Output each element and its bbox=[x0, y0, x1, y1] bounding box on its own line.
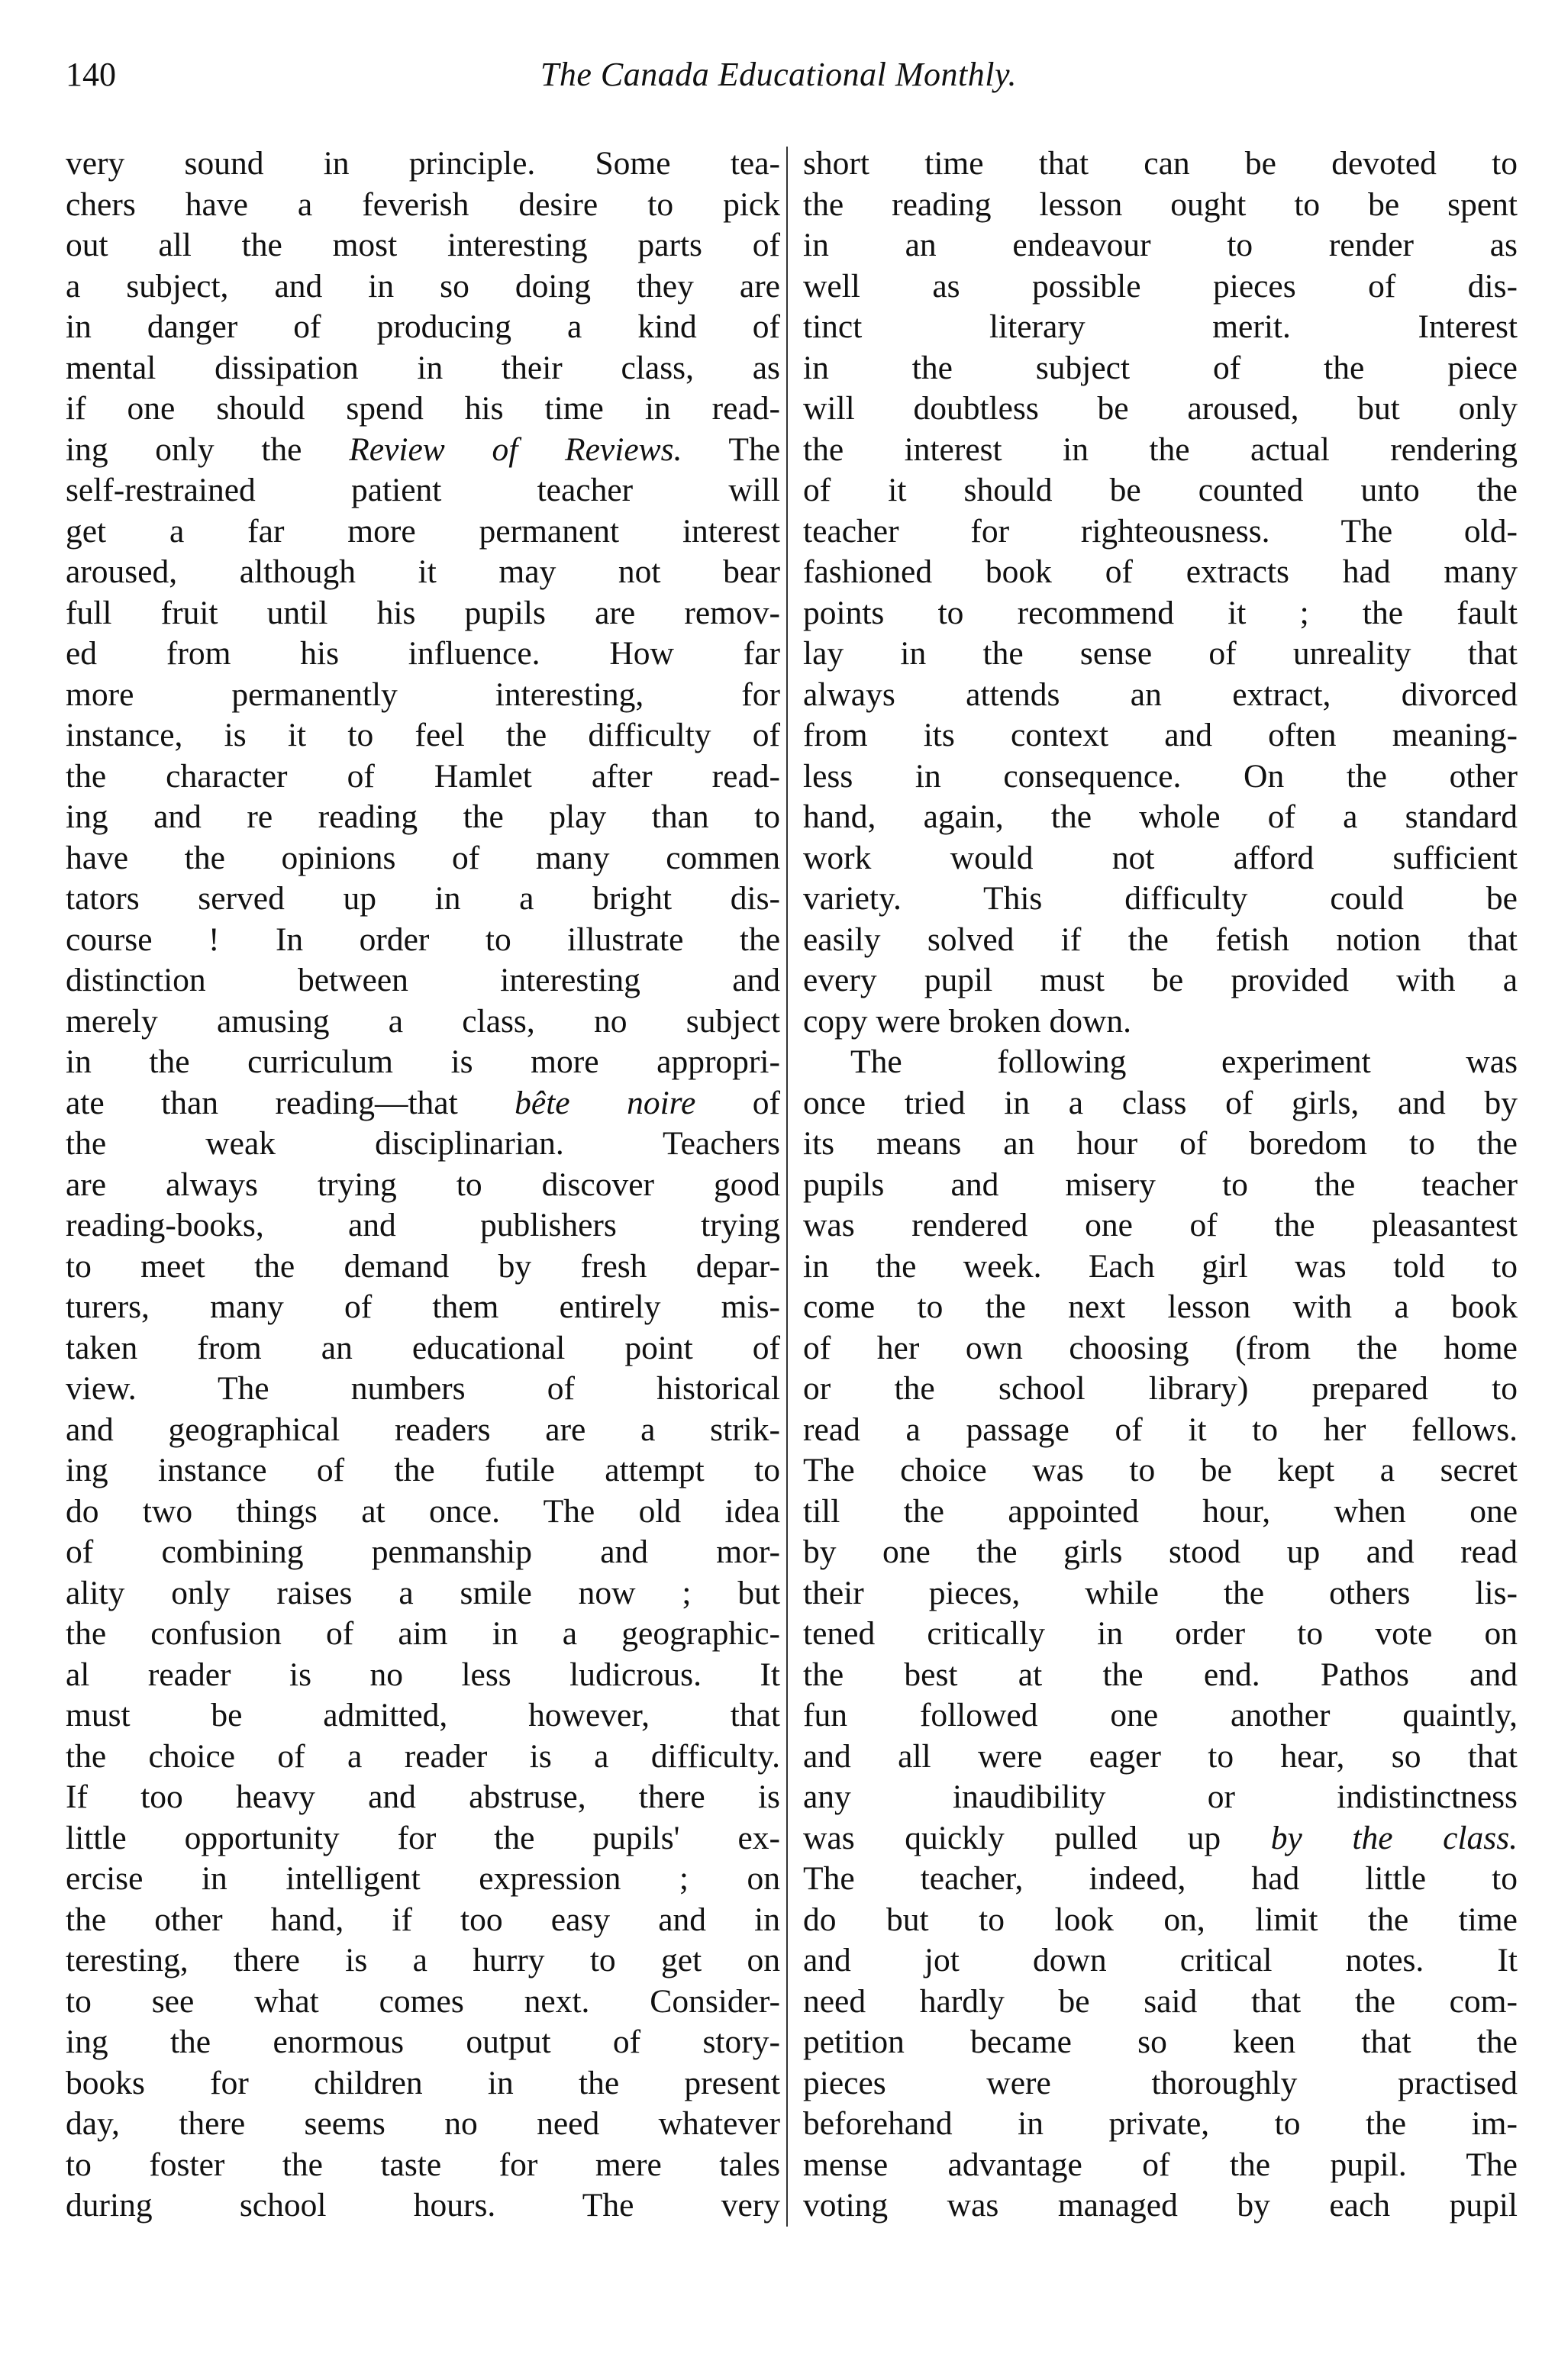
text-line: or the school library) prepared to bbox=[803, 1370, 1518, 1407]
text-line: by one the girls stood up and read bbox=[803, 1533, 1518, 1570]
text-line: have the opinions of many commen bbox=[66, 839, 780, 876]
page-header bbox=[66, 44, 1492, 105]
text-line bbox=[66, 430, 780, 471]
text-line: instance, is it to feel the difficulty of bbox=[66, 717, 780, 753]
text-line: well as possible pieces of dis- bbox=[803, 267, 1518, 305]
line-text: of bbox=[695, 1084, 780, 1121]
text-line: pupils and misery to the teacher bbox=[803, 1166, 1518, 1203]
text-line: during school hours. The very bbox=[66, 2187, 780, 2224]
text-line: teacher for righteousness. The old- bbox=[803, 512, 1518, 550]
text-line bbox=[66, 1083, 780, 1124]
text-line: The teacher, indeed, had little to bbox=[803, 1860, 1518, 1897]
text-line: are always trying to discover good bbox=[66, 1166, 780, 1203]
text-line: distinction between interesting and bbox=[66, 962, 780, 998]
text-line: any inaudibility or indistinctness bbox=[803, 1779, 1518, 1815]
text-line: tinct literary merit. Interest bbox=[803, 308, 1518, 345]
text-line: to see what comes next. Consider- bbox=[66, 1982, 780, 2020]
text-line: in the curriculum is more appropri- bbox=[66, 1043, 780, 1080]
text-line: The choice was to be kept a secret bbox=[803, 1452, 1518, 1488]
left-column bbox=[66, 144, 780, 2227]
text-line: fashioned book of extracts had many bbox=[803, 553, 1518, 590]
text-line bbox=[803, 1818, 1518, 1859]
text-line: copy were broken down. bbox=[803, 1002, 1132, 1040]
text-line: in an endeavour to render as bbox=[803, 227, 1518, 263]
text-line: the interest in the actual rendering bbox=[803, 431, 1518, 468]
text-line: points to recommend it ; the fault bbox=[803, 594, 1518, 631]
text-line: less in consequence. On the other bbox=[803, 757, 1518, 795]
line-text: ate than reading—that bbox=[66, 1084, 515, 1121]
text-line: read a passage of it to her fellows. bbox=[803, 1411, 1518, 1448]
text-line: ing the enormous output of story- bbox=[66, 2024, 780, 2060]
text-line: books for children in the present bbox=[66, 2064, 780, 2101]
text-line: do but to look on, limit the time bbox=[803, 1901, 1518, 1938]
italic-text: Review of Reviews. bbox=[349, 431, 682, 468]
text-line: tators served up in a bright dis- bbox=[66, 880, 780, 917]
italic-text: bête noire bbox=[515, 1084, 696, 1121]
text-line: its means an hour of boredom to the bbox=[803, 1125, 1518, 1162]
text-line: ed from his influence. How far bbox=[66, 635, 780, 672]
text-line: will doubtless be aroused, but only bbox=[803, 390, 1518, 427]
text-line: the reading lesson ought to be spent bbox=[803, 185, 1518, 223]
text-line: the weak disciplinarian. Teachers bbox=[66, 1125, 780, 1162]
text-line: day, there seems no need whatever bbox=[66, 2105, 780, 2142]
text-line: once tried in a class of girls, and by bbox=[803, 1084, 1518, 1121]
text-line: teresting, there is a hurry to get on bbox=[66, 1942, 780, 1978]
text-line: merely amusing a class, no subject bbox=[66, 1002, 780, 1040]
text-line: must be admitted, however, that bbox=[66, 1697, 780, 1733]
text-line: the other hand, if too easy and in bbox=[66, 1901, 780, 1938]
text-line: little opportunity for the pupils' ex- bbox=[66, 1819, 780, 1856]
text-line: their pieces, while the others lis- bbox=[803, 1574, 1518, 1611]
text-line: The following experiment was bbox=[850, 1043, 1518, 1080]
text-line: to foster the taste for mere tales bbox=[66, 2146, 780, 2183]
running-title: The Canada Educational Monthly. bbox=[540, 56, 1018, 93]
text-line: every pupil must be provided with a bbox=[803, 962, 1518, 998]
text-line: need hardly be said that the com- bbox=[803, 1982, 1518, 2020]
right-column bbox=[803, 144, 1518, 2227]
text-line: come to the next lesson with a book bbox=[803, 1288, 1518, 1325]
text-line: and jot down critical notes. It bbox=[803, 1942, 1518, 1978]
text-line: aroused, although it may not bear bbox=[66, 553, 780, 590]
text-line: tened critically in order to vote on bbox=[803, 1615, 1518, 1652]
text-line: of combining penmanship and mor- bbox=[66, 1533, 780, 1570]
text-line: reading-books, and publishers trying bbox=[66, 1207, 780, 1243]
text-line: ing instance of the futile attempt to bbox=[66, 1452, 780, 1488]
text-line: turers, many of them entirely mis- bbox=[66, 1288, 780, 1325]
text-line: get a far more permanent interest bbox=[66, 512, 780, 550]
text-line: from its context and often meaning- bbox=[803, 717, 1518, 753]
text-line: in the week. Each girl was told to bbox=[803, 1247, 1518, 1285]
line-text: ing only the bbox=[66, 431, 350, 468]
text-line: chers have a feverish desire to pick bbox=[66, 185, 780, 223]
text-line: pieces were thoroughly practised bbox=[803, 2064, 1518, 2101]
text-line: petition became so keen that the bbox=[803, 2024, 1518, 2060]
text-line: taken from an educational point of bbox=[66, 1329, 780, 1366]
text-line: a subject, and in so doing they are bbox=[66, 267, 780, 305]
text-line: the choice of a reader is a difficulty. bbox=[66, 1737, 780, 1775]
text-line: ing and re reading the play than to bbox=[66, 798, 780, 835]
text-line: voting was managed by each pupil bbox=[803, 2187, 1518, 2224]
text-line: if one should spend his time in read- bbox=[66, 390, 780, 427]
text-line: variety. This difficulty could be bbox=[803, 880, 1518, 917]
column-divider bbox=[786, 147, 788, 2227]
line-text: was quickly pulled up bbox=[803, 1819, 1271, 1856]
italic-text: by the class. bbox=[1270, 1819, 1518, 1856]
text-line: ality only raises a smile now ; but bbox=[66, 1574, 780, 1611]
text-line: lay in the sense of unreality that bbox=[803, 635, 1518, 672]
text-line: always attends an extract, divorced bbox=[803, 676, 1518, 713]
text-line: full fruit until his pupils are remov- bbox=[66, 594, 780, 631]
text-line: more permanently interesting, for bbox=[66, 676, 780, 713]
text-line: do two things at once. The old idea bbox=[66, 1492, 780, 1530]
text-line: work would not afford sufficient bbox=[803, 839, 1518, 876]
text-line: self-restrained patient teacher will bbox=[66, 472, 780, 508]
text-line: the confusion of aim in a geographic- bbox=[66, 1615, 780, 1652]
page-number: 140 bbox=[66, 56, 116, 93]
text-line: very sound in principle. Some tea- bbox=[66, 145, 780, 182]
text-line: short time that can be devoted to bbox=[803, 145, 1518, 182]
text-line: of her own choosing (from the home bbox=[803, 1329, 1518, 1366]
text-line: beforehand in private, to the im- bbox=[803, 2105, 1518, 2142]
text-line: ercise in intelligent expression ; on bbox=[66, 1860, 780, 1897]
text-line: was rendered one of the pleasantest bbox=[803, 1207, 1518, 1243]
text-line: in the subject of the piece bbox=[803, 349, 1518, 386]
text-line: the best at the end. Pathos and bbox=[803, 1656, 1518, 1693]
text-line: course ! In order to illustrate the bbox=[66, 921, 780, 958]
line-text: The bbox=[682, 431, 780, 468]
text-line: the character of Hamlet after read- bbox=[66, 757, 780, 795]
text-line: to meet the demand by fresh depar- bbox=[66, 1247, 780, 1285]
text-line: al reader is no less ludicrous. It bbox=[66, 1656, 780, 1693]
text-line: of it should be counted unto the bbox=[803, 472, 1518, 508]
text-line: out all the most interesting parts of bbox=[66, 227, 780, 263]
text-line: view. The numbers of historical bbox=[66, 1370, 780, 1407]
text-line: mental dissipation in their class, as bbox=[66, 349, 780, 386]
text-line: hand, again, the whole of a standard bbox=[803, 798, 1518, 835]
text-line: easily solved if the fetish notion that bbox=[803, 921, 1518, 958]
text-line: fun followed one another quaintly, bbox=[803, 1697, 1518, 1733]
text-line: mense advantage of the pupil. The bbox=[803, 2146, 1518, 2183]
text-line: If too heavy and abstruse, there is bbox=[66, 1779, 780, 1815]
text-line: till the appointed hour, when one bbox=[803, 1492, 1518, 1530]
text-line: and all were eager to hear, so that bbox=[803, 1737, 1518, 1775]
text-line: and geographical readers are a strik- bbox=[66, 1411, 780, 1448]
text-line: in danger of producing a kind of bbox=[66, 308, 780, 345]
